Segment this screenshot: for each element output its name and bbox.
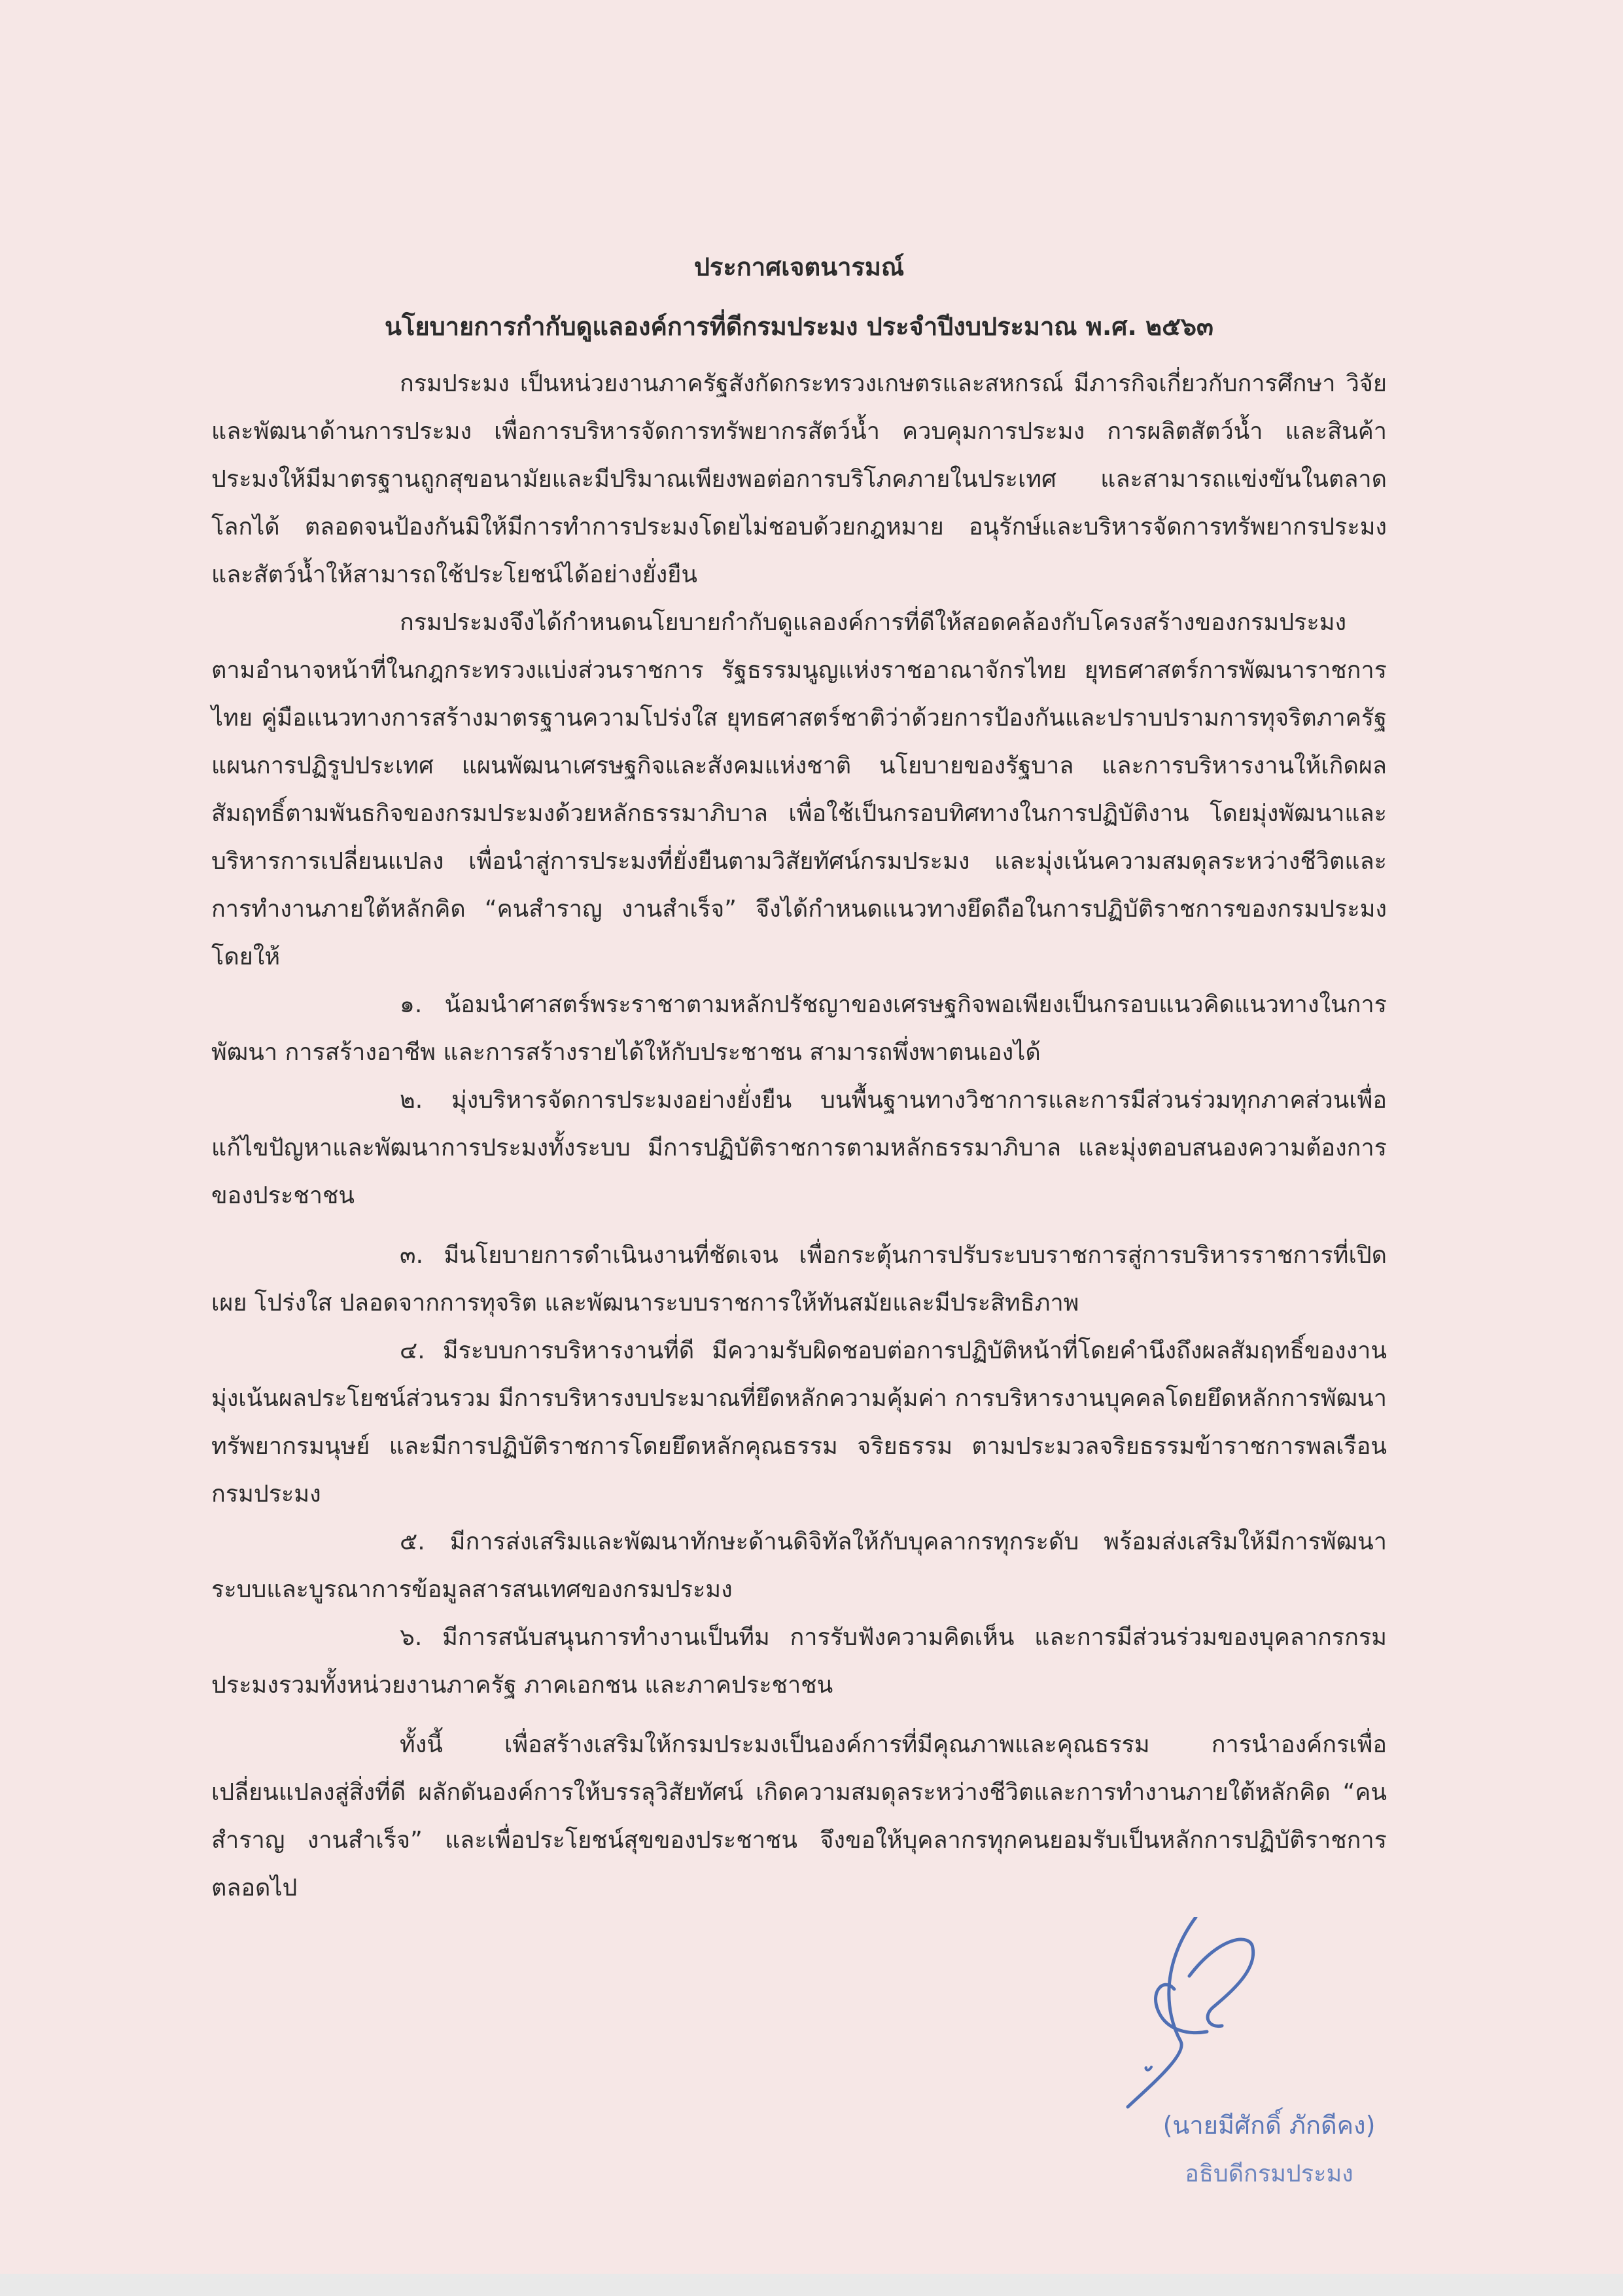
closing-paragraph: ทั้งนี้ เพื่อสร้างเสริมให้กรมประมงเป็นองค์การที่มีคุณภาพและคุณธรรม การนำองค์กรเพื่อเปลี่ยนแปลงสู่สิ่งที่ดี ผลักดันองค์การให้บรรลุวิสัยทัศน์ เกิดความสมดุลระหว่างชีวิตและการทำงานภายใต้หลักคิด “คนสำราญ งานสำเร็จ” และเพื่อประโยชน์สุขของประชาชน จึงขอให้บุคลากรทุกคนยอมรับเป็นหลักการปฏิบัติราชการตลอดไป (211, 1731, 1387, 1901)
handwritten-signature-icon (1073, 1917, 1413, 2113)
policy-paragraph: กรมประมงจึงได้กำหนดนโยบายกำกับดูแลองค์การที่ดีให้สอดคล้องกับโครงสร้างของกรมประมงตามอำนาจหน้าที่ในกฎกระทรวงแบ่งส่วนราชการ รัฐธรรมนูญแห่งราชอาณาจักรไทย ยุทธศาสตร์การพัฒนาราชการไทย คู่มือแนวทางการสร้างมาตรฐานความโปร่งใส ยุทธศาสตร์ชาติว่าด้วยการป้องกันและปราบปรามการทุจริตภาครัฐ แผนการปฏิรูปประเทศ แผนพัฒนาเศรษฐกิจและสังคมแห่งชาติ นโยบายของรัฐบาล และการบริหารงานให้เกิดผลสัมฤทธิ์ตามพันธกิจของกรมประมงด้วยหลักธรรมาภิบาล เพื่อใช้เป็นกรอบทิศทางในการปฏิบัติงาน โดยมุ่งพัฒนาและบริหารการเปลี่ยนแปลง เพื่อนำสู่การประมงที่ยั่งยืนตามวิสัยทัศน์กรมประมง และมุ่งเน้นความสมดุลระหว่างชีวิตและการทำงานภายใต้หลักคิด “คนสำราญ งานสำเร็จ” จึงได้กำหนดแนวทางยึดถือในการปฏิบัติราชการของกรมประมงโดยให้ (211, 609, 1387, 970)
scan-bottom-strip (0, 2274, 1623, 2296)
document-subtitle: นโยบายการกำกับดูแลองค์การที่ดีกรมประมง ประจำปีงบประมาณ พ.ศ. ๒๕๖๓ (385, 312, 1213, 341)
signature-block (1073, 1917, 1413, 2205)
document-content (211, 243, 1387, 1912)
policy-item-3: ๓. มีนโยบายการดำเนินงานที่ชัดเจน เพื่อกระตุ้นการปรับระบบราชการสู่การบริหารราชการที่เปิดเผย โปร่งใส ปลอดจากการทุจริต และพัฒนาระบบราชการให้ทันสมัยและมีประสิทธิภาพ (211, 1242, 1387, 1316)
signer-position: อธิบดีกรมประมง (1185, 2161, 1353, 2187)
signer-name: (นายมีศักดิ์ ภักดีคง) (1162, 2111, 1376, 2140)
policy-item-6: ๖. มีการสนับสนุนการทำงานเป็นทีม การรับฟังความคิดเห็น และการมีส่วนร่วมของบุคลากรกรมประมงรวมทั้งหน่วยงานภาครัฐ ภาคเอกชน และภาคประชาชน (211, 1624, 1387, 1699)
policy-item-5: ๕. มีการส่งเสริมและพัฒนาทักษะด้านดิจิทัลให้กับบุคลากรทุกระดับ พร้อมส่งเสริมให้มีการพัฒนาระบบและบูรณาการข้อมูลสารสนเทศของกรมประมง (211, 1528, 1387, 1603)
policy-item-2: ๒. มุ่งบริหารจัดการประมงอย่างยั่งยืน บนพื้นฐานทางวิชาการและการมีส่วนร่วมทุกภาคส่วนเพื่อแก้ไขปัญหาและพัฒนาการประมงทั้งระบบ มีการปฏิบัติราชการตามหลักธรรมาภิบาล และมุ่งตอบสนองความต้องการของประชาชน (211, 1087, 1387, 1209)
policy-item-1: ๑. น้อมนำศาสตร์พระราชาตามหลักปรัชญาของเศรษฐกิจพอเพียงเป็นกรอบแนวคิดแนวทางในการพัฒนา การสร้างอาชีพ และการสร้างรายได้ให้กับประชาชน สามารถพึ่งพาตนเองได้ (211, 991, 1387, 1066)
document-title: ประกาศเจตนารมณ์ (693, 253, 905, 281)
policy-item-4: ๔. มีระบบการบริหารงานที่ดี มีความรับผิดชอบต่อการปฏิบัติหน้าที่โดยคำนึงถึงผลสัมฤทธิ์ของงาน มุ่งเน้นผลประโยชน์ส่วนรวม มีการบริหารงบประมาณที่ยึดหลักความคุ้มค่า การบริหารงานบุคคลโดยยึดหลักการพัฒนาทรัพยากรมนุษย์ และมีการปฏิบัติราชการโดยยึดหลักคุณธรรม จริยธรรม ตามประมวลจริยธรรมข้าราชการพลเรือนกรมประมง (211, 1337, 1387, 1508)
intro-paragraph: กรมประมง เป็นหน่วยงานภาครัฐสังกัดกระทรวงเกษตรและสหกรณ์ มีภารกิจเกี่ยวกับการศึกษา วิจัย และพัฒนาด้านการประมง เพื่อการบริหารจัดการทรัพยากรสัตว์น้ำ ควบคุมการประมง การผลิตสัตว์น้ำ และสินค้าประมงให้มีมาตรฐานถูกสุขอนามัยและมีปริมาณเพียงพอต่อการบริโภคภายในประเทศ และสามารถแข่งขันในตลาดโลกได้ ตลอดจนป้องกันมิให้มีการทำการประมงโดยไม่ชอบด้วยกฎหมาย อนุรักษ์และบริหารจัดการทรัพยากรประมงและสัตว์น้ำให้สามารถใช้ประโยชน์ได้อย่างยั่งยืน (211, 370, 1387, 588)
